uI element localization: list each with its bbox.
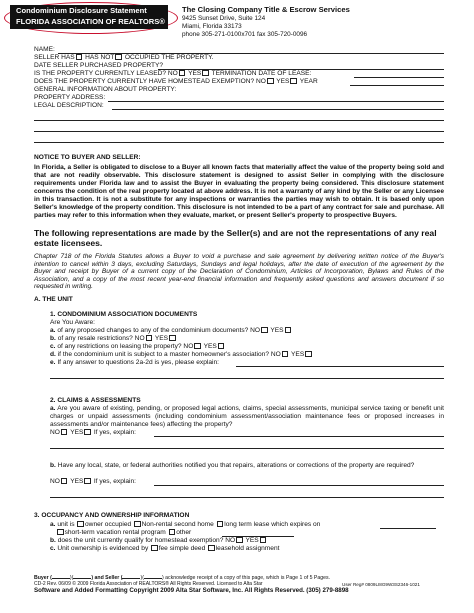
homestead-year-field[interactable] (350, 85, 444, 86)
legal-description-line-3[interactable] (34, 131, 444, 132)
q-d-no-checkbox[interactable] (282, 351, 289, 358)
leased-row: IS THE PROPERTY CURRENTLY LEASED? NO YES TERMINATION DATE OF LEASE: (34, 70, 312, 78)
ownership-row: c. Unit ownership is evidenced by fee simple deed leasehold assignment (50, 545, 280, 553)
question-c-row: c. of any restrictions on leasing the property? NO YES (50, 343, 225, 351)
occupancy-section-title: 3. OCCUPANCY AND OWNERSHIP INFORMATION (34, 512, 190, 519)
legal-description-label: LEGAL DESCRIPTION: (34, 102, 104, 109)
long-term-lease-checkbox[interactable] (217, 521, 224, 528)
claims-section-title: 2. CLAIMS & ASSESSMENTS (50, 397, 141, 404)
lease-expiry-field[interactable] (380, 528, 436, 529)
other-checkbox[interactable] (169, 529, 176, 536)
homestead-row: DOES THE PROPERTY CURRENTLY HAVE HOMESTEAD EXEMPTION? NO YES YEAR (34, 78, 318, 86)
property-address-field[interactable] (108, 101, 444, 102)
claims-a-yes-checkbox[interactable] (84, 429, 91, 436)
unit-is-row: a. unit is owner occupied Non-rental second home long term lease which expires on (50, 521, 321, 529)
claims-b-yes-checkbox[interactable] (84, 478, 91, 485)
q-b-no-checkbox[interactable] (146, 335, 153, 342)
homestead-unit-row: b. does the unit currently qualify for homestead exemption? NO YES (50, 537, 267, 545)
form-id: CD-2 Rev. 06/09 © 2009 Florida Association of REALTORS® All Rights Reserved. Licensed to Alta Star (34, 581, 263, 587)
homestead-no-checkbox[interactable] (267, 78, 274, 85)
notice-heading: NOTICE TO BUYER AND SELLER: (34, 154, 141, 161)
leasehold-checkbox[interactable] (208, 545, 215, 552)
representations-statement: The following representations are made by the Seller(s) and are not the representations of any real estate licensees. (34, 228, 437, 248)
leased-yes-checkbox[interactable] (202, 70, 209, 77)
short-term-row: short-term vacation rental program other (56, 529, 191, 537)
form-publisher: FLORIDA ASSOCIATION OF REALTORS® (16, 17, 165, 26)
owner-occupied-checkbox[interactable] (77, 521, 84, 528)
homestead-yes-checkbox[interactable] (290, 78, 297, 85)
q-a-yes-checkbox[interactable] (285, 327, 292, 334)
software-copyright: Software and Added Formatting Copyright 2009 Alta Star Software, Inc. All Rights Reserved. (305) 279-8898 (34, 587, 349, 594)
claims-b-answer-row: NO YES If yes, explain: (50, 478, 136, 486)
seller-has-not-checkbox[interactable] (115, 54, 122, 61)
claims-a-answer-row: NO YES If yes, explain: (50, 429, 136, 437)
name-label: NAME: (34, 46, 55, 53)
buyer-initials-1[interactable] (52, 578, 70, 579)
claims-a-explain-line-2[interactable] (50, 448, 444, 449)
seller-initials-2[interactable] (144, 578, 162, 579)
user-reg-id: User Reg# 0809LI8G9W3S2346-1021 (342, 582, 420, 587)
non-rental-checkbox[interactable] (134, 521, 141, 528)
property-address-label: PROPERTY ADDRESS: (34, 94, 106, 101)
claims-b-explain-line-2[interactable] (50, 497, 444, 498)
claims-b-explain-field[interactable] (154, 485, 444, 486)
termination-date-field[interactable] (354, 77, 444, 78)
section-a-title: A. THE UNIT (34, 296, 73, 303)
are-you-aware-label: Are You Aware: (50, 319, 95, 326)
leased-no-checkbox[interactable] (179, 70, 186, 77)
q-d-yes-checkbox[interactable] (305, 351, 312, 358)
seller-occupancy-row: SELLER HAS HAS NOT OCCUPIED THE PROPERTY. (34, 54, 214, 62)
legal-description-line-4[interactable] (34, 142, 444, 143)
question-d-row: d. if the condominium unit is subject to a master homeowner's association? NO YES (50, 351, 313, 359)
unit-homestead-yes-checkbox[interactable] (260, 537, 267, 544)
notice-body: In Florida, a Seller is obligated to disclose to a Buyer all known facts that materially affect the value of the property being sold and that are not readily observable. This disclosure statement is designed to assist Seller in complying with the disclosure requirements under Florida law and to assist the Buyer in evaluating the property being considered. This disclosure statement concerns the condition of the real property located at above address. It is not a warranty of any kind by the Seller or any Licensee in this transaction. It is not a substitute for any inspections or warranties the parties may wish to obtain. It is based only upon Seller's knowledge of the property condition. This disclosure is not intended to be a part of any contract for sale and purchase. All parties may refer to this information when they evaluate, market, or present Seller's property to prospective Buyers. (34, 164, 444, 219)
claims-a-no-checkbox[interactable] (61, 429, 68, 436)
buyer-initials-2[interactable] (73, 578, 91, 579)
claims-question-b: b. Have any local, state, or federal authorities notified you that repairs, alterations or corrections of the property are required? (50, 462, 415, 469)
form-title-box (10, 5, 168, 29)
company-phone: phone 305-271-0100x701 fax 305-720-0096 (182, 31, 308, 38)
q-e-explain-line-2[interactable] (50, 378, 444, 379)
chapter-718-notice: Chapter 718 of the Florida Statutes allows a Buyer to void a purchase and sale agreement by delivering written notice of the Buyer's intention to cancel within 3 days, excluding Saturdays, Sundays and legal holidays, after the date of execution of the agreement by the Buyer and receipt by Buyer of a current copy of the Declaration of Condominium, Articles of Incorporation, Bylaws and Rules of the Association, and a copy of the most recent year-end financial information and frequently asked questions and answers document if so requested in writing. (34, 253, 444, 291)
form-title: Condominium Disclosure Statement (16, 6, 147, 15)
question-b-row: b. of any resale restrictions? NO YES (50, 335, 177, 343)
question-a-row: a. of any proposed changes to any of the condominium documents? NO YES (50, 327, 292, 335)
legal-description-field[interactable] (112, 109, 444, 110)
seller-initials-1[interactable] (122, 578, 140, 579)
acknowledgement-row: Buyer ( )( ) and Seller ( )( ) acknowledge receipt of a copy of this page, which is Page 1 of 5 Pages. (34, 575, 331, 581)
q-e-explain-field[interactable] (236, 366, 444, 367)
q-c-no-checkbox[interactable] (194, 343, 201, 350)
claims-a-explain-field[interactable] (154, 436, 444, 437)
question-e-row: e. If any answer to questions 2a-2d is yes, please explain: (50, 359, 219, 366)
q-b-yes-checkbox[interactable] (169, 335, 176, 342)
date-purchased-label: DATE SELLER PURCHASED PROPERTY? (34, 62, 164, 69)
unit-homestead-no-checkbox[interactable] (236, 537, 243, 544)
short-term-checkbox[interactable] (57, 529, 64, 536)
claims-b-no-checkbox[interactable] (61, 478, 68, 485)
fee-simple-checkbox[interactable] (151, 545, 158, 552)
claims-question-a: a. Are you aware of existing, pending, or proposed legal actions, claims, special assessments, municipal service taxing or benefit unit charges or unpaid assessments (including condominium assessment/association maintenance fees or proposed increases in assessments and/or maintenance fees) affecting the property? (50, 405, 444, 428)
company-address-1: 9425 Sunset Drive, Suite 124 (182, 15, 266, 22)
q-c-yes-checkbox[interactable] (218, 343, 225, 350)
q-a-no-checkbox[interactable] (261, 327, 268, 334)
legal-description-line-2[interactable] (34, 120, 444, 121)
general-info-label: GENERAL INFORMATION ABOUT PROPERTY: (34, 86, 177, 93)
company-name: The Closing Company Title & Escrow Services (182, 5, 350, 14)
seller-has-checkbox[interactable] (76, 54, 83, 61)
company-address-2: Miami, Florida 33173 (182, 23, 242, 30)
docs-section-title: 1. CONDOMINIUM ASSOCIATION DOCUMENTS (50, 311, 198, 318)
